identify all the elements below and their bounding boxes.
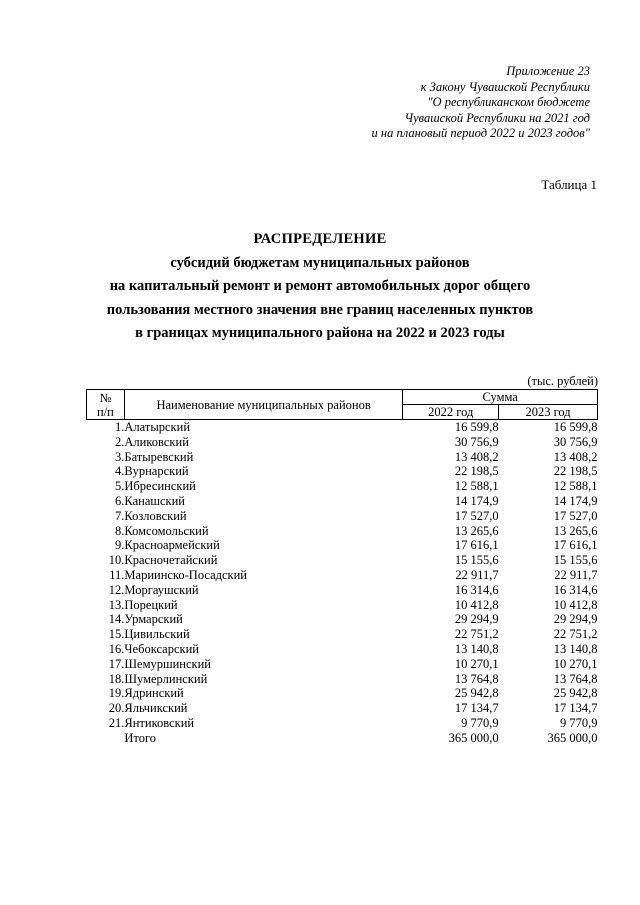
- annex-line-2: к Закону Чувашской Республики: [420, 79, 590, 94]
- distribution-table: [86, 389, 598, 746]
- table-row: [87, 657, 598, 672]
- value-2023: 12 588,1: [553, 479, 598, 494]
- document-heading: [0, 228, 640, 346]
- row-number: 13.: [108, 597, 125, 612]
- value-2023: 16 314,6: [553, 582, 598, 597]
- district-name: Шемуршинский: [124, 656, 211, 671]
- heading-title: РАСПРЕДЕЛЕНИЕ: [253, 231, 387, 247]
- table-row: [87, 731, 598, 746]
- district-name: Канашский: [124, 493, 185, 508]
- value-2023: 13 408,2: [553, 449, 598, 464]
- value-2022: 25 942,8: [454, 686, 499, 701]
- district-name: Аликовский: [124, 434, 189, 449]
- value-2023: 15 155,6: [553, 553, 598, 568]
- table-row: [87, 524, 598, 539]
- row-number: 3.: [115, 449, 125, 464]
- heading-line-1: субсидий бюджетам муниципальных районов: [170, 254, 470, 271]
- district-name: Итого: [124, 730, 157, 745]
- value-2022: 14 174,9: [454, 493, 499, 508]
- district-name: Чебоксарский: [124, 641, 199, 656]
- row-number: 1.: [115, 420, 125, 434]
- value-2022: 22 198,5: [454, 464, 499, 479]
- table-row: [87, 568, 598, 583]
- row-number: 20.: [108, 701, 125, 716]
- district-name: Вурнарский: [124, 464, 189, 479]
- value-2023: 365 000,0: [547, 730, 598, 745]
- table-row: [87, 450, 598, 465]
- table-body: [87, 420, 598, 746]
- units-label: (тыс. рублей): [527, 374, 598, 388]
- table-row: [87, 716, 598, 731]
- row-number: 14.: [108, 612, 125, 627]
- row-number: 4.: [115, 464, 125, 479]
- value-2023: 13 764,8: [553, 671, 598, 686]
- table-row: [87, 627, 598, 642]
- value-2023: 25 942,8: [553, 686, 598, 701]
- district-name: Ибресинский: [124, 479, 196, 494]
- value-2023: 17 134,7: [553, 701, 598, 716]
- row-number: 10.: [108, 553, 125, 568]
- row-number: [87, 731, 125, 746]
- header-district-name: Наименование муниципальных районов: [124, 390, 402, 420]
- row-number: 6.: [115, 493, 125, 508]
- table-row: [87, 553, 598, 568]
- value-2023: 17 616,1: [553, 538, 598, 553]
- row-number: 19.: [108, 686, 125, 701]
- header-number-symbol: №: [99, 390, 112, 405]
- header-year-2022: 2022 год: [403, 405, 499, 420]
- annex-line-3: "О республиканском бюджете: [427, 95, 590, 109]
- table-row: [87, 642, 598, 657]
- heading-line-3: пользования местного значения вне границ населенных пунктов: [106, 301, 534, 318]
- row-number: 5.: [115, 479, 125, 494]
- table-row: [87, 612, 598, 627]
- value-2022: 29 294,9: [454, 612, 499, 627]
- value-2023: 9 770,9: [560, 715, 598, 730]
- value-2022: 12 588,1: [454, 479, 499, 494]
- value-2022: 10 270,1: [454, 656, 499, 671]
- district-name: Красночетайский: [124, 553, 218, 568]
- value-2022: 30 756,9: [454, 434, 499, 449]
- value-2022: 17 616,1: [454, 538, 499, 553]
- row-number: 9.: [115, 538, 125, 553]
- district-name: Мариинско-Посадский: [124, 567, 247, 582]
- value-2023: 16 599,8: [553, 420, 598, 434]
- row-number: 21.: [108, 715, 125, 730]
- table-row: [87, 464, 598, 479]
- annex-line-1: Приложение 23: [506, 64, 590, 78]
- header-sum: Сумма: [403, 390, 598, 405]
- district-name: Моргаушский: [124, 582, 199, 597]
- value-2022: 13 140,8: [454, 641, 499, 656]
- value-2023: 22 751,2: [553, 627, 598, 642]
- value-2022: 16 314,6: [454, 582, 499, 597]
- value-2023: 10 270,1: [553, 656, 598, 671]
- district-name: Шумерлинский: [124, 671, 208, 686]
- value-2022: 10 412,8: [454, 597, 499, 612]
- district-name: Порецкий: [124, 597, 178, 612]
- row-number: 12.: [108, 582, 125, 597]
- table-label: Таблица 1: [541, 177, 597, 192]
- district-name: Алатырский: [124, 420, 191, 434]
- table-row: [87, 672, 598, 687]
- district-name: Яльчикский: [124, 701, 188, 716]
- value-2022: 17 134,7: [454, 701, 499, 716]
- table-row: [87, 583, 598, 598]
- table-row: [87, 686, 598, 701]
- annex-line-5: и на плановый период 2022 и 2023 годов": [371, 126, 590, 140]
- value-2022: 17 527,0: [454, 508, 499, 523]
- value-2023: 13 140,8: [553, 641, 598, 656]
- header-year-2023: 2023 год: [499, 405, 598, 420]
- district-name: Урмарский: [124, 612, 183, 627]
- row-number: 7.: [115, 508, 125, 523]
- value-2022: 365 000,0: [448, 730, 499, 745]
- table-row: [87, 538, 598, 553]
- header-number: [87, 390, 125, 420]
- table-row: [87, 494, 598, 509]
- district-name: Комсомольский: [124, 523, 209, 538]
- value-2022: 13 764,8: [454, 671, 499, 686]
- value-2023: 22 911,7: [554, 567, 598, 582]
- row-number: 8.: [115, 523, 125, 538]
- annex-reference: [300, 64, 590, 142]
- value-2023: 22 198,5: [553, 464, 598, 479]
- row-number: 2.: [115, 434, 125, 449]
- value-2023: 30 756,9: [553, 434, 598, 449]
- value-2023: 10 412,8: [553, 597, 598, 612]
- row-number: 16.: [108, 641, 125, 656]
- heading-line-2: на капитальный ремонт и ремонт автомобильных дорог общего: [109, 278, 531, 294]
- table-row: [87, 420, 598, 435]
- row-number: 18.: [108, 671, 125, 686]
- value-2022: 16 599,8: [454, 420, 499, 434]
- table-row: [87, 701, 598, 716]
- value-2022: 13 265,6: [454, 523, 499, 538]
- value-2023: 13 265,6: [553, 523, 598, 538]
- annex-line-4: Чувашской Республики на 2021 год: [404, 110, 590, 125]
- value-2022: 22 911,7: [455, 567, 499, 582]
- value-2023: 14 174,9: [553, 493, 598, 508]
- value-2022: 13 408,2: [454, 449, 499, 464]
- district-name: Красноармейский: [124, 538, 220, 553]
- row-number: 15.: [108, 627, 125, 642]
- district-name: Цивильский: [124, 627, 190, 642]
- table-row: [87, 598, 598, 613]
- heading-line-4: в границах муниципального района на 2022 и 2023 годы: [135, 325, 505, 341]
- value-2023: 29 294,9: [553, 612, 598, 627]
- table-row: [87, 509, 598, 524]
- district-name: Батыревский: [124, 449, 194, 464]
- value-2023: 17 527,0: [553, 508, 598, 523]
- header-number-abbr: п/п: [97, 404, 114, 419]
- table-row: [87, 479, 598, 494]
- value-2022: 9 770,9: [461, 715, 499, 730]
- district-name: Ядринский: [124, 686, 184, 701]
- value-2022: 22 751,2: [454, 627, 499, 642]
- district-name: Янтиковский: [124, 715, 195, 730]
- row-number: 11.: [109, 567, 125, 582]
- district-name: Козловский: [124, 508, 187, 523]
- value-2022: 15 155,6: [454, 553, 499, 568]
- row-number: 17.: [108, 656, 125, 671]
- table-row: [87, 435, 598, 450]
